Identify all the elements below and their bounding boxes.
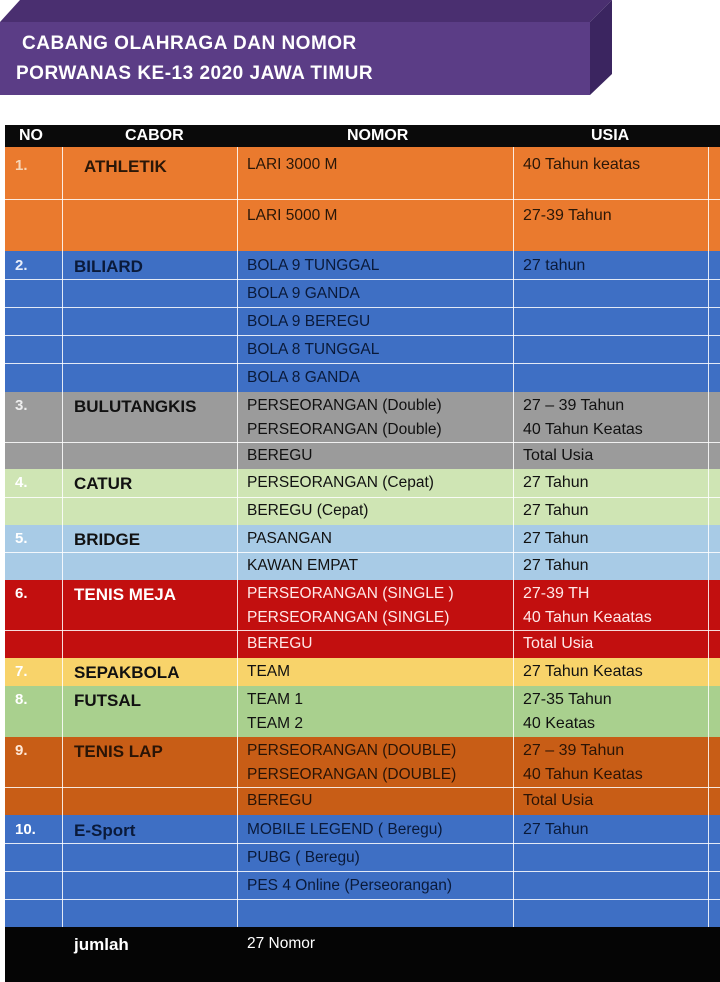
usia-item: 27 Tahun Keatas xyxy=(523,663,643,680)
cabor-name: FUTSAL xyxy=(74,691,142,710)
usia-item: 27 Tahun xyxy=(523,530,589,547)
header-no: NO xyxy=(19,127,43,144)
nomor-item: BOLA 8 GANDA xyxy=(247,369,360,386)
nomor-item: PERSEORANGAN (Cepat) xyxy=(247,474,434,491)
cabor-name: BRIDGE xyxy=(74,530,141,549)
banner-title-line2: PORWANAS KE-13 2020 JAWA TIMUR xyxy=(16,63,374,84)
nomor-item: PERSEORANGAN (DOUBLE) xyxy=(247,742,457,759)
usia-item: 27 Tahun xyxy=(523,821,589,838)
usia-item: Total Usia xyxy=(523,792,594,809)
usia-item: Total Usia xyxy=(523,447,594,464)
usia-item: 40 Tahun keatas xyxy=(523,156,641,173)
nomor-item: KAWAN EMPAT xyxy=(247,557,359,574)
row-number: 4. xyxy=(15,474,28,491)
nomor-item: BEREGU xyxy=(247,792,313,809)
nomor-item: TEAM xyxy=(247,663,291,680)
row-number: 8. xyxy=(15,691,28,708)
usia-item: 27 Tahun xyxy=(523,502,589,519)
cabor-name: BULUTANGKIS xyxy=(74,397,197,416)
usia-item: 27-39 Tahun xyxy=(523,207,612,224)
usia-item: 27 Tahun xyxy=(523,474,589,491)
table-row xyxy=(5,147,720,251)
usia-item: 27-35 Tahun xyxy=(523,691,612,708)
usia-item: 40 Tahun Keaatas xyxy=(523,609,652,626)
table-row xyxy=(5,525,720,580)
usia-item: 27 – 39 Tahun xyxy=(523,742,625,759)
table-row xyxy=(5,737,720,815)
usia-item: 27 Tahun xyxy=(523,557,589,574)
table-row xyxy=(5,469,720,525)
table-row xyxy=(5,251,720,392)
footer-label: jumlah xyxy=(74,935,129,954)
table-header xyxy=(5,125,720,147)
nomor-item: BOLA 9 GANDA xyxy=(247,285,360,302)
row-number: 10. xyxy=(15,821,36,838)
nomor-item: BOLA 9 BEREGU xyxy=(247,313,371,330)
row-number: 5. xyxy=(15,530,28,547)
row-number: 3. xyxy=(15,397,28,414)
cabor-name: SEPAKBOLA xyxy=(74,663,180,682)
nomor-item: PERSEORANGAN (SINGLE) xyxy=(247,609,450,626)
row-number: 2. xyxy=(15,257,28,274)
header-cabor: CABOR xyxy=(125,127,184,144)
nomor-item: PERSEORANGAN (SINGLE ) xyxy=(247,585,454,602)
table-row xyxy=(5,658,720,686)
usia-item: 40 Keatas xyxy=(523,715,596,732)
nomor-item: PUBG ( Beregu) xyxy=(247,849,360,866)
row-number: 6. xyxy=(15,585,28,602)
nomor-item: PERSEORANGAN (Double) xyxy=(247,397,442,414)
title-banner xyxy=(0,0,720,110)
nomor-item: PES 4 Online (Perseorangan) xyxy=(247,877,453,894)
table-row xyxy=(5,815,720,927)
row-number: 9. xyxy=(15,742,28,759)
usia-item: 40 Tahun Keatas xyxy=(523,766,643,783)
usia-item: 27 tahun xyxy=(523,257,586,274)
usia-item: 40 Tahun Keatas xyxy=(523,421,643,438)
row-number: 1. xyxy=(15,157,28,174)
nomor-item: BOLA 8 TUNGGAL xyxy=(247,341,380,358)
table-footer xyxy=(5,927,720,982)
table-row xyxy=(5,392,720,469)
nomor-item: LARI 5000 M xyxy=(247,207,338,224)
nomor-item: PERSEORANGAN (DOUBLE) xyxy=(247,766,457,783)
cabor-name: TENIS LAP xyxy=(74,742,163,761)
cabor-name: E-Sport xyxy=(74,821,136,840)
table-row xyxy=(5,580,720,658)
footer-total: 27 Nomor xyxy=(247,935,316,952)
nomor-item: TEAM 2 xyxy=(247,715,303,732)
header-nomor: NOMOR xyxy=(347,127,409,144)
usia-item: Total Usia xyxy=(523,635,594,652)
cabor-name: TENIS MEJA xyxy=(74,585,177,604)
usia-item: 27-39 TH xyxy=(523,585,590,602)
nomor-item: LARI 3000 M xyxy=(247,156,338,173)
nomor-item: TEAM 1 xyxy=(247,691,303,708)
nomor-item: MOBILE LEGEND ( Beregu) xyxy=(247,821,443,838)
row-number: 7. xyxy=(15,663,28,680)
nomor-item: BEREGU xyxy=(247,635,313,652)
banner-shape xyxy=(0,0,720,110)
header-usia: USIA xyxy=(591,127,630,144)
nomor-item: PERSEORANGAN (Double) xyxy=(247,421,442,438)
cabor-name: BILIARD xyxy=(74,257,143,276)
banner-title-line1: CABANG OLAHRAGA DAN NOMOR xyxy=(22,33,357,54)
nomor-item: BOLA 9 TUNGGAL xyxy=(247,257,380,274)
cabor-name: ATHLETIK xyxy=(84,157,167,176)
usia-item: 27 – 39 Tahun xyxy=(523,397,625,414)
table-row xyxy=(5,686,720,737)
cabor-name: CATUR xyxy=(74,474,133,493)
nomor-item: BEREGU xyxy=(247,447,313,464)
nomor-item: BEREGU (Cepat) xyxy=(247,502,369,519)
nomor-item: PASANGAN xyxy=(247,530,332,547)
